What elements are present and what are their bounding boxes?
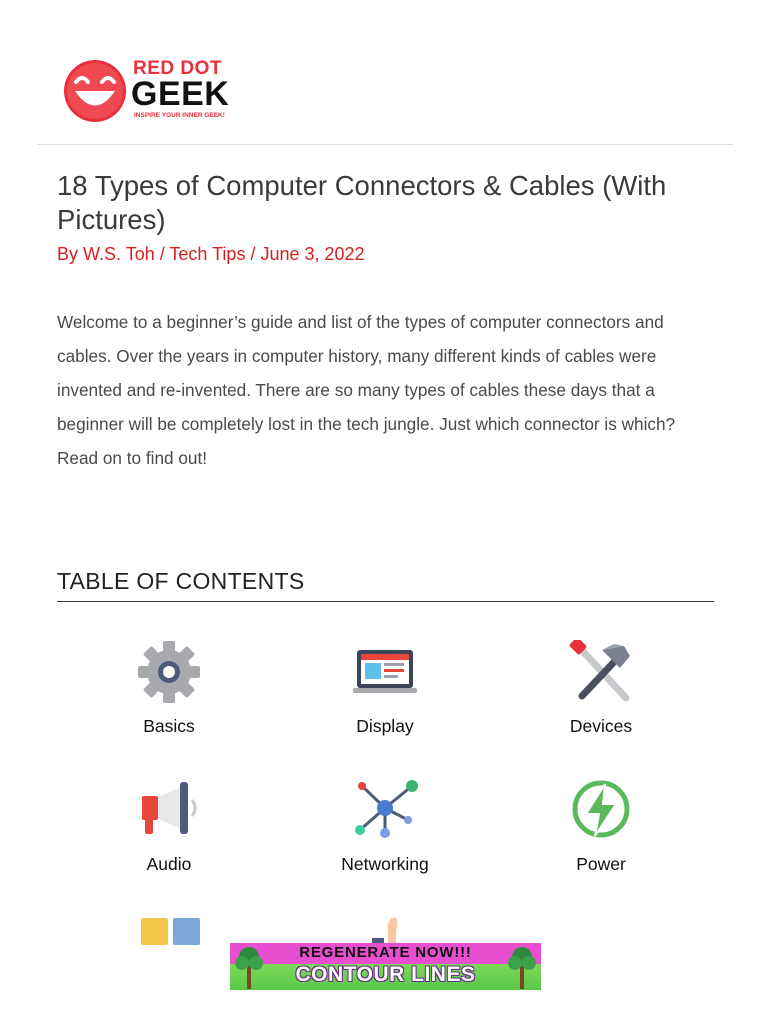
meta-separator: /	[245, 244, 261, 264]
category-link[interactable]: Tech Tips	[169, 244, 246, 264]
megaphone-icon	[136, 778, 202, 842]
toc-item-label: Devices	[569, 716, 633, 736]
toc-item-label: Basics	[143, 716, 195, 736]
article-meta	[57, 244, 365, 265]
logo-text-red-dot: RED DOT	[133, 58, 222, 79]
tools-icon	[568, 640, 634, 704]
toc-item-networking[interactable]	[295, 778, 475, 875]
tree-icon	[507, 945, 537, 989]
gear-icon	[136, 640, 202, 704]
article-title: 18 Types of Computer Connectors & Cables (With Pictures)	[57, 170, 667, 235]
toc-item-basics[interactable]	[79, 640, 259, 737]
toc-item-label: Audio	[146, 854, 192, 874]
logo-tagline: INSPIRE YOUR INNER GEEK!	[134, 112, 225, 119]
toc-item-power[interactable]	[511, 778, 691, 875]
ad-banner[interactable]	[230, 943, 541, 990]
network-icon	[352, 778, 418, 842]
meta-by-prefix: By	[57, 244, 84, 264]
smiley-logo-icon	[62, 58, 128, 124]
toc-item-display[interactable]	[295, 640, 475, 737]
toc-item-label: Networking	[341, 854, 429, 874]
toc-item-label: Power	[576, 854, 626, 874]
toc-divider	[57, 601, 714, 602]
toc-item-audio[interactable]	[79, 778, 259, 875]
logo-text-geek: GEEK	[131, 75, 230, 113]
toc-item-label: Display	[356, 716, 414, 736]
ad-subheadline: CONTOUR LINES	[295, 963, 476, 986]
meta-separator: /	[154, 244, 170, 264]
toc-heading: TABLE OF CONTENTS	[57, 568, 305, 594]
lightning-icon	[568, 778, 634, 842]
toc-item-devices[interactable]	[511, 640, 691, 737]
site-header	[0, 0, 768, 145]
author-link[interactable]: W.S. Toh	[83, 244, 155, 264]
publish-date: June 3, 2022	[260, 244, 365, 264]
blocks-icon	[136, 916, 202, 980]
ad-headline: REGENERATE NOW!!!	[299, 944, 472, 961]
header-divider	[37, 144, 733, 145]
laptop-icon	[352, 640, 418, 704]
article-intro: Welcome to a beginner’s guide and list of the types of computer connectors and cables. Over the years in computer history, many different kinds of cables were invented and re-invented. There are so many types of cables these days that a beginner will be completely lost in the tech jungle. Just which connector is which? Read on to find out!	[57, 312, 676, 468]
site-logo[interactable]	[62, 58, 232, 124]
